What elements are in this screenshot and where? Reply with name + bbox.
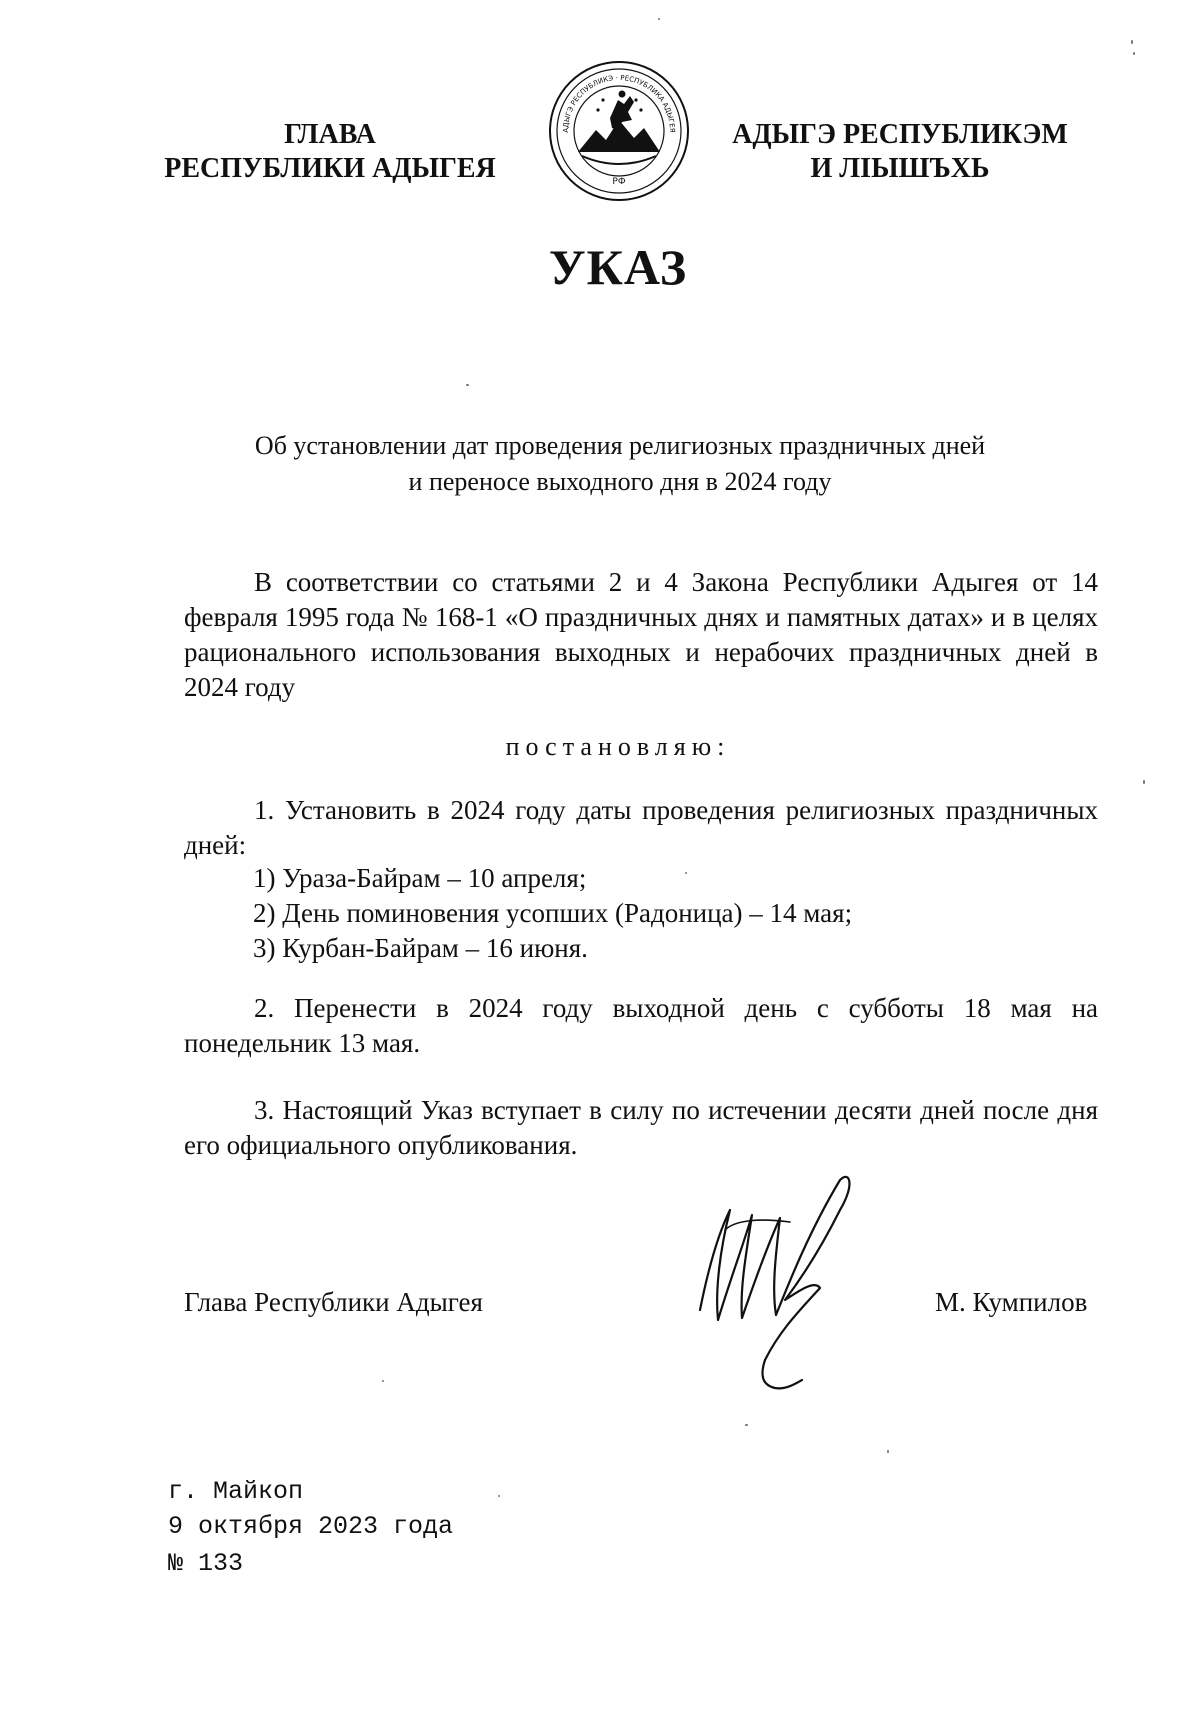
intro-paragraph	[184, 565, 1098, 705]
item-1	[184, 793, 1098, 863]
scan-speck	[1131, 40, 1133, 44]
signatory-name: М. Кумпилов	[935, 1287, 1088, 1317]
footer-date: 9 октября 2023 года	[168, 1512, 454, 1541]
scan-speck	[466, 384, 469, 386]
header-left	[150, 118, 510, 186]
scan-speck	[658, 18, 660, 20]
emblem-bottom-text: РФ	[612, 177, 626, 187]
scan-speck	[887, 1450, 889, 1453]
scan-speck	[498, 1495, 500, 1497]
title-line-1: Об установлении дат проведения религиозных праздничных дней	[254, 431, 986, 460]
document-title	[200, 428, 1040, 500]
sub-item-2: 2) День поминовения усопших (Радоница) – 14 мая;	[253, 898, 853, 928]
title-line-2: и переносе выходного дня в 2024 году	[408, 467, 832, 496]
footer-number: № 133	[168, 1549, 244, 1578]
scan-speck	[745, 1424, 748, 1426]
intro-text: В соответствии со статьями 2 и 4 Закона Республики Адыгея от 14 февраля 1995 года № 168-1 «О праздничных днях и памятных датах» и в целях рационального использования выходных и нерабочих праздничных дней в 2024 году	[184, 567, 1098, 702]
item-1-text: 1. Установить в 2024 году даты проведения религиозных праздничных дней:	[184, 795, 1098, 860]
scan-speck	[685, 872, 687, 874]
document-type: УКАЗ	[548, 239, 688, 295]
scan-speck	[382, 1380, 384, 1382]
scan-speck	[1133, 52, 1135, 55]
header-left-line-2: РЕСПУБЛИКИ АДЫГЕЯ	[164, 153, 496, 184]
header-right-line-2: И ЛIЫШЪХЬ	[810, 153, 990, 184]
item-2	[184, 991, 1098, 1061]
scan-speck	[1143, 780, 1145, 784]
item-3	[184, 1093, 1098, 1163]
sub-item-3: 3) Курбан-Байрам – 16 июня.	[253, 933, 588, 963]
signatory-role: Глава Республики Адыгея	[184, 1287, 483, 1317]
emblem-arc-text: АДЫГЭ РЕСПУБЛИКЭ · РЕСПУБЛИКА АДЫГЕЯ	[561, 73, 677, 133]
header-left-line-1: ГЛАВА	[284, 119, 376, 150]
handwritten-signature	[690, 1170, 870, 1400]
sub-item-1: 1) Ураза-Байрам – 10 апреля;	[253, 863, 587, 893]
decree-word: постановляю:	[505, 732, 731, 761]
coat-of-arms-emblem	[548, 60, 690, 202]
header-right-line-1: АДЫГЭ РЕСПУБЛИКЭМ	[732, 119, 1068, 150]
header-right	[720, 118, 1080, 186]
item-3-text: 3. Настоящий Указ вступает в силу по истечении десяти дней после дня его официального опубликования.	[184, 1095, 1098, 1160]
footer-city: г. Майкоп	[168, 1477, 304, 1506]
item-2-text: 2. Перенести в 2024 году выходной день с субботы 18 мая на понедельник 13 мая.	[184, 993, 1098, 1058]
